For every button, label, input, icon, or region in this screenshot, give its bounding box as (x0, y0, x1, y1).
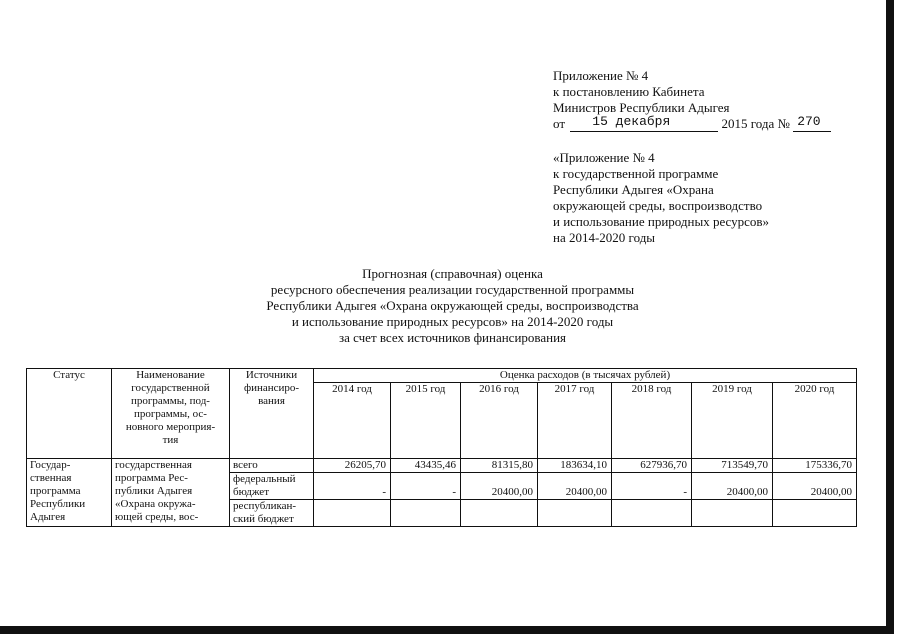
header-year: 2019 год (692, 383, 773, 459)
appendix-line: «Приложение № 4 (553, 150, 655, 165)
title-line: за счет всех источников финансирования (338, 330, 567, 345)
value-cell: - (391, 473, 461, 500)
value-cell: 183634,10 (538, 459, 612, 473)
appendix-date-line (553, 116, 831, 132)
appendix-line: и использование природных ресурсов» (553, 214, 770, 229)
value-cell: 20400,00 (692, 473, 773, 500)
header-year: 2020 год (773, 383, 857, 459)
value-cell: 26205,70 (314, 459, 391, 473)
source-cell: федеральный бюджет (230, 473, 314, 500)
status-cell: Государ- ственная программа Республики Адыгея (27, 459, 112, 527)
appendix-header-inner (553, 150, 769, 246)
year-text: 2015 года № (721, 116, 790, 131)
appendix-line: к постановлению Кабинета (553, 84, 705, 99)
table-row (27, 459, 857, 473)
value-cell (461, 500, 538, 527)
appendix-line: Республики Адыгея «Охрана (553, 182, 714, 197)
value-cell: - (314, 473, 391, 500)
appendix-line: Приложение № 4 (553, 68, 649, 83)
header-funding-source: Источники финансиро- вания (230, 369, 314, 459)
appendix-line: окружающей среды, воспроизводство (553, 198, 763, 213)
page-edge-bottom (0, 626, 894, 634)
appendix-header-top (553, 68, 831, 132)
title-line: Прогнозная (справочная) оценка (362, 266, 543, 281)
value-cell: 43435,46 (391, 459, 461, 473)
title-line: Республики Адыгея «Охрана окружающей среды, воспроизводства (266, 298, 639, 313)
value-cell: 20400,00 (461, 473, 538, 500)
value-cell: 627936,70 (612, 459, 692, 473)
appendix-line: к государственной программе (553, 166, 719, 181)
value-cell (692, 500, 773, 527)
date-prefix: от (553, 116, 566, 131)
title-line: и использование природных ресурсов» на 2014-2020 годы (291, 314, 614, 329)
header-status: Статус (27, 369, 112, 459)
source-cell: республикан-ский бюджет (230, 500, 314, 527)
title-line: ресурсного обеспечения реализации государственной программы (270, 282, 635, 297)
value-cell: 175336,70 (773, 459, 857, 473)
appendix-line: на 2014-2020 годы (553, 230, 656, 245)
header-estimate: Оценка расходов (в тысячах рублей) (314, 369, 857, 383)
date-field: 15 декабря (570, 117, 718, 132)
value-cell: 20400,00 (538, 473, 612, 500)
header-year: 2017 год (538, 383, 612, 459)
number-field: 270 (793, 117, 831, 132)
appendix-line: Министров Республики Адыгея (553, 100, 730, 115)
value-cell: - (612, 473, 692, 500)
value-cell (314, 500, 391, 527)
header-program-name: Наименование государственной программы, под- программы, ос- новного мероприя- тия (112, 369, 230, 459)
value-cell (773, 500, 857, 527)
document-title (0, 266, 905, 346)
value-cell: 20400,00 (773, 473, 857, 500)
value-cell (391, 500, 461, 527)
value-cell: 81315,80 (461, 459, 538, 473)
header-year: 2016 год (461, 383, 538, 459)
value-cell (538, 500, 612, 527)
value-cell: 713549,70 (692, 459, 773, 473)
header-year: 2018 год (612, 383, 692, 459)
funding-table (26, 368, 857, 527)
program-name-cell: государственная программа Рес- публики Адыгея «Охрана окружа- ющей среды, вос- (112, 459, 230, 527)
source-cell: всего (230, 459, 314, 473)
header-year: 2015 год (391, 383, 461, 459)
header-year: 2014 год (314, 383, 391, 459)
value-cell (612, 500, 692, 527)
